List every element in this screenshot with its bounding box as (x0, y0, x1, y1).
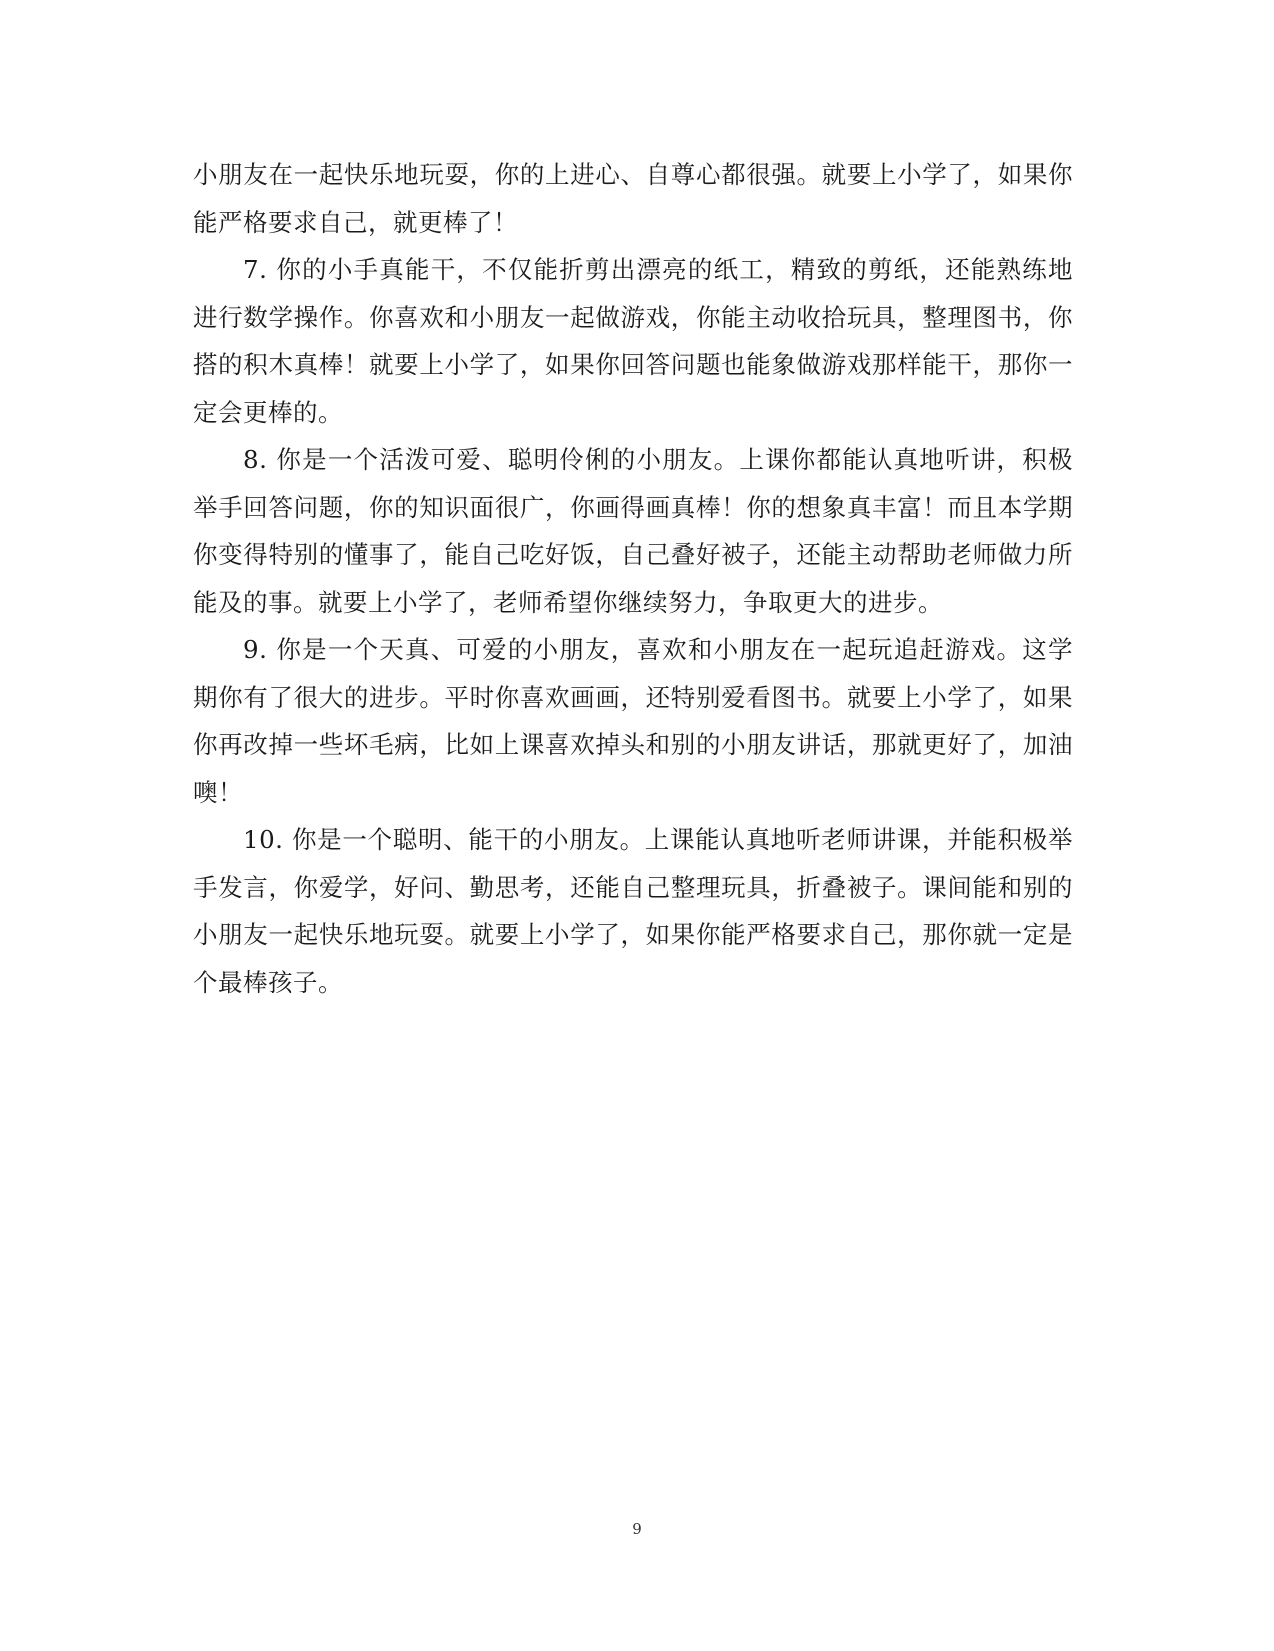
document-body (193, 151, 1073, 1006)
page-number: 9 (632, 1520, 642, 1538)
paragraph-item-8: 8. 你是一个活泼可爱、聪明伶俐的小朋友。上课你都能认真地听讲，积极举手回答问题，你的知识面很广，你画得画真棒！你的想象真丰富！而且本学期你变得特别的懂事了，能自己吃好饭，自己叠好被子，还能主动帮助老师做力所能及的事。就要上小学了，老师希望你继续努力，争取更大的进步。 (193, 445, 1073, 617)
paragraph-item-9: 9. 你是一个天真、可爱的小朋友，喜欢和小朋友在一起玩追赶游戏。这学期你有了很大的进步。平时你喜欢画画，还特别爱看图书。就要上小学了，如果你再改掉一些坏毛病，比如上课喜欢掉头和别的小朋友讲话，那就更好了，加油噢！ (193, 635, 1073, 807)
paragraph-continuation: 小朋友在一起快乐地玩耍，你的上进心、自尊心都很强。就要上小学了，如果你能严格要求自己，就更棒了！ (193, 160, 1073, 237)
paragraph-item-7: 7. 你的小手真能干，不仅能折剪出漂亮的纸工，精致的剪纸，还能熟练地进行数学操作。你喜欢和小朋友一起做游戏，你能主动收拾玩具，整理图书，你搭的积木真棒！就要上小学了，如果你回答问题也能象做游戏那样能干，那你一定会更棒的。 (193, 255, 1073, 427)
paragraph-item-10: 10. 你是一个聪明、能干的小朋友。上课能认真地听老师讲课，并能积极举手发言，你爱学，好问、勤思考，还能自己整理玩具，折叠被子。课间能和别的小朋友一起快乐地玩耍。就要上小学了，如果你能严格要求自己，那你就一定是个最棒孩子。 (193, 825, 1073, 997)
